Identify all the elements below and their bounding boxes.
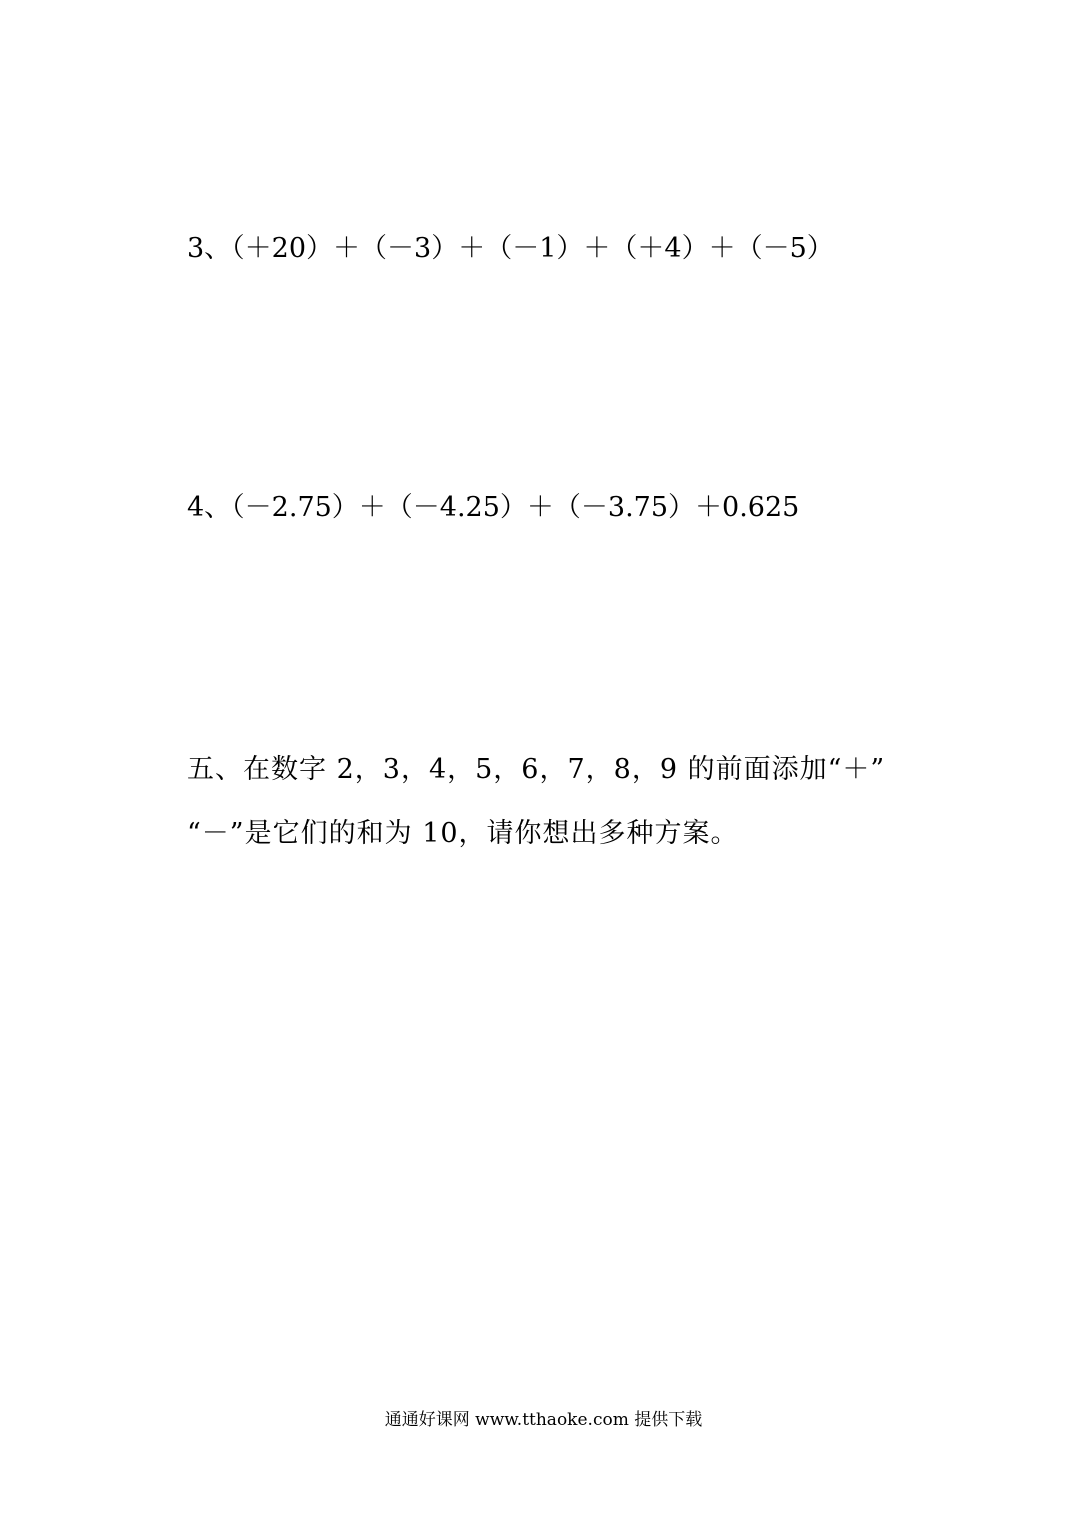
page-footer: 通通好课网 www.tthaoke.com 提供下载	[384, 1410, 703, 1430]
problem-4: 4、（－2.75）＋（－4.25）＋（－3.75）＋0.625	[187, 492, 800, 523]
section-5-line-2: “－”是它们的和为 10，请你想出多种方案。	[187, 818, 739, 849]
problem-3: 3、（＋20）＋（－3）＋（－1）＋（＋4）＋（－5）	[187, 233, 834, 264]
section-5-line-1: 五、在数字 2，3，4，5，6，7，8，9 的前面添加“＋”	[187, 754, 886, 785]
